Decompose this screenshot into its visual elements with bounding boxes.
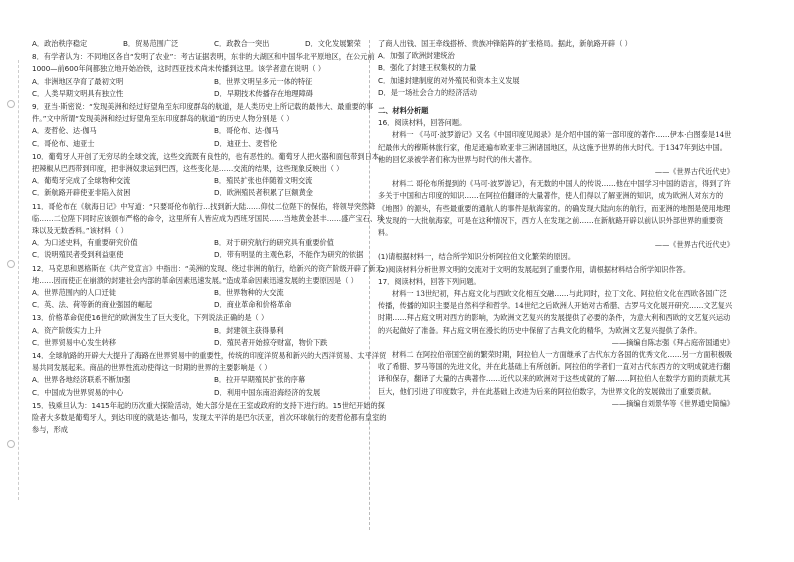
option[interactable]: D．早期技术传播存在地理障碍 bbox=[214, 88, 313, 98]
option[interactable]: C．世界贸易中心发生转移 bbox=[32, 337, 117, 347]
question-15: 15．钱乘旦认为：1415年起的历次重大探险活动，她大部分是在王室或政府的支持下进行的。15世纪开始的探险者大多数是葡萄牙人，到达印度的就是达·伽马，发现太平洋的是巴尔沃亚，首次环球航行的麦哲伦都有皇室的参与，形成 bbox=[32, 400, 387, 435]
left-column bbox=[32, 38, 388, 437]
option[interactable]: C．中国成为世界贸易的中心 bbox=[32, 387, 124, 397]
right-column bbox=[378, 38, 734, 410]
option[interactable]: A．政治秩序稳定 bbox=[32, 39, 88, 48]
option[interactable]: D．是一场社会合力的经济活动 bbox=[378, 87, 477, 97]
option[interactable]: D．欧洲殖民者积累了巨额黄金 bbox=[214, 188, 313, 198]
option[interactable]: C．说明殖民者受到利益驱使 bbox=[32, 250, 124, 260]
option[interactable]: D．文化发展繁荣 bbox=[305, 39, 361, 48]
option[interactable]: C．英、法、荷等新的商业强国的崛起 bbox=[32, 300, 153, 310]
option[interactable]: C．人类早期文明具有独立性 bbox=[32, 88, 124, 98]
option[interactable]: B．封建领主获得暴利 bbox=[214, 325, 284, 335]
option[interactable]: A．麦哲伦、达·伽马 bbox=[32, 126, 97, 136]
option[interactable]: A．世界范围内的人口迁徙 bbox=[32, 288, 116, 298]
question-12: 12．马克思和恩格斯在《共产党宣言》中指出：“美洲的发现、绕过非洲的航行，给新兴的资产阶级开辟了新天地……因而使正在崩溃的封建社会内部的革命因素迅速发展。”造成革命因素迅速发展的主要原因是（ ） bbox=[32, 263, 383, 285]
question-13: 13．价格革命促使16世纪的欧洲发生了巨大变化，下列说法正确的是（ ） bbox=[32, 313, 269, 323]
option[interactable]: A．葡萄牙完成了全球物种交流 bbox=[32, 176, 131, 186]
material-text: 材料一 《马可·波罗游记》又名《中国印度见闻录》是介绍中国的第一部印度的著作……伊本·白图泰是14世纪最伟大的穆斯林旅行家，他足迹遍布欧亚非三洲诸国地区，从这施予世界的伟大时代。于1347年到达中国。他的回忆录被学者们称为世界与时代的伟大著作。 bbox=[378, 130, 732, 164]
q9-options bbox=[32, 125, 388, 149]
question-10: 10．葡萄牙人开创了无穷尽的全球交流，这些交流既有良性的，也有恶性的。葡萄牙人把火器和面包带到日本，把辣椒从巴西带到印度，把非洲奴隶运到巴西，这些变化是……交流的结果，这些现象反映出（ ） bbox=[32, 151, 387, 174]
q11-options bbox=[32, 237, 388, 261]
question-15-continued: 了商人出钱、国王牵线搭桥、贵族冲锋陷阵的扩张格局。据此，新航路开辟（ ） bbox=[378, 39, 632, 48]
q10-options bbox=[32, 175, 388, 199]
option[interactable]: A．非洲地区孕育了最初文明 bbox=[32, 76, 124, 86]
option[interactable]: B．殖民扩张也伴随着文明交流 bbox=[214, 176, 313, 186]
binding-hole bbox=[7, 100, 15, 108]
option[interactable]: B．贸易范围广泛 bbox=[123, 39, 179, 48]
section-heading: 二、材料分析题 bbox=[378, 106, 429, 116]
sub-question: (1)请根据材料一，结合所学知识分析阿拉伯文化繁荣的原因。 bbox=[378, 252, 576, 262]
binding-hole bbox=[7, 260, 15, 268]
option[interactable]: C．政教合一突出 bbox=[214, 39, 270, 48]
option[interactable]: B．对于研究航行的研究具有重要价值 bbox=[214, 238, 334, 248]
material-source: ——摘编自陈志强《拜占庭帝国通史》 bbox=[611, 337, 734, 347]
option[interactable]: B．世界物种的大交流 bbox=[214, 288, 284, 298]
option[interactable]: A．为口述史料，有重要研究价值 bbox=[32, 238, 138, 248]
question-8: 8．有学者认为：不同地区各自“发明了农业”：考古证据表明，东非的大湖区和中国华北平原地区，在公元前1000—前600年间都独立地开始冶铁，这时西亚技术尚未传播到这里。该学者意在说明（ ） bbox=[32, 52, 375, 74]
option[interactable]: B．哥伦布、达·伽马 bbox=[214, 126, 279, 136]
option[interactable]: D．利用中国东南沿海经济的发展 bbox=[214, 387, 321, 397]
option[interactable]: D．殖民者开始掠夺财富，物价下跌 bbox=[214, 337, 328, 347]
q8-options bbox=[32, 76, 388, 100]
option[interactable]: D．迪亚士、麦哲伦 bbox=[214, 138, 278, 148]
option[interactable]: D．带有明显的主观色彩，不能作为研究的依据 bbox=[214, 250, 364, 260]
option[interactable]: C．加速封建制度的对外殖民和资本主义发展 bbox=[378, 75, 520, 85]
material-source: ——《世界古代近代史》 bbox=[654, 167, 734, 177]
q14-options bbox=[32, 374, 388, 398]
material-source: ——《世界古代近代史》 bbox=[654, 240, 734, 250]
question-9: 9．亚当·斯密说：“发现美洲和经过好望角至东印度群岛的航道，是人类历史上所记载的最伟大、最重要的事件。”文中所谓“发现美洲和经过好望角至东印度群岛的航道”的历史人物分别是（ ） bbox=[32, 102, 374, 124]
material-text: 材料二 哥伦布所提到的《马可·波罗游记》，有无数的中国人的传说……他在中国学习中国的语言，得到了许多关于中国和古印度的知识……在阿拉伯翻译的大量著作，使人们得以了解亚洲的知识，成为欧洲人对东方的《地图》的源头，有些最重要的通航人的事件是航海家的。的确发现大陆向东的航行，而亚洲的地图是使用地理大发现的一大批航海家，可是在这种情况下，西方人在发现之前……在新航路开辟以前认识外部世界的重要资料。 bbox=[378, 179, 731, 238]
option[interactable]: B．世界文明呈多元一体的特征 bbox=[214, 76, 313, 86]
option[interactable]: B．强化了封建王权集权的力量 bbox=[378, 63, 477, 73]
question-11: 11．哥伦布在《航海日记》中写道：“只要哥伦布航行…找到新大陆……仰仗二位陛下的保佑，将领导突然降临……二位陛下同时应该颁布严格的命令，这里所有人皆应成为西班牙国民……当地黄金甚丰……盛产宝石、珍珠以及无数香料。”该材料（ ） bbox=[32, 201, 385, 236]
binding-hole bbox=[7, 440, 15, 448]
material-text: 材料二 在阿拉伯帝国空前的繁荣时期，阿拉伯人一方面继承了古代东方各国的优秀文化……另一方面积极吸收了希腊、罗马等国的先进文化，并在此基础上有所创新。阿拉伯的学者们一直对古代东西方的文明成就进行翻译和保存，翻译了大量的古典著作……近代以来的欧洲对于这些成就的了解……阿拉伯人在数学方面的贡献尤其巨大，他们引进了印度数字，并在此基础上改进为后来的阿拉伯数字，为世界文化的发展做出了重要贡献。 bbox=[378, 350, 733, 396]
question-14: 14．全球航路的开辟大大提升了海路在世界贸易中的重要性，传统的印度洋贸易和新兴的大西洋贸易、太平洋贸易共同发展起来。商品的世界性流动使得这一时期的世界的主要影响是（ ） bbox=[32, 351, 387, 373]
q8-prev-options bbox=[32, 38, 388, 50]
binding-margin bbox=[4, 60, 19, 500]
material-source: ——摘编自刘景华等《世界通史简编》 bbox=[611, 398, 734, 408]
question-16-title: 16．阅读材料，回答问题。 bbox=[378, 118, 467, 128]
option[interactable]: A．加强了欧洲封建统治 bbox=[378, 51, 455, 61]
option[interactable]: B．拉开早期殖民扩张的序幕 bbox=[214, 375, 306, 385]
option[interactable]: C．哥伦布、迪亚士 bbox=[32, 138, 95, 148]
option[interactable]: D．商业革命和价格革命 bbox=[214, 300, 292, 310]
q12-options bbox=[32, 287, 388, 311]
option[interactable]: A．资产阶级实力上升 bbox=[32, 325, 102, 335]
option[interactable]: C．新航路开辟使亚非陷入贫困 bbox=[32, 188, 131, 198]
q13-options bbox=[32, 325, 388, 349]
sub-question: (2)阅读材料分析世界文明的交流对于文明的发展起到了重要作用，请根据材料结合所学知识作答。 bbox=[378, 264, 691, 274]
question-17-title: 17．阅读材料，回答下列问题。 bbox=[378, 276, 481, 286]
material-text: 材料一 13世纪初，拜占庭文化与西欧文化相互交融……与此同时，拉丁文化、阿拉伯文化在西欧各国广泛传播，传播的知识主要是自然科学和哲学。14世纪之后欧洲人开始对古希腊、古罗马文化展开研究……文艺复兴时期……拜占庭文明对西方的影响，为欧洲文艺复兴的发展提供了必要的条件，为意大利和西欧的文艺复兴运动的兴起做好了准备。拜占庭文明在漫长的历史中保留了古典文化的精华，为欧洲文艺复兴提供了条件。 bbox=[378, 289, 733, 335]
option[interactable]: A．世界各地经济联系不断加强 bbox=[32, 375, 131, 385]
